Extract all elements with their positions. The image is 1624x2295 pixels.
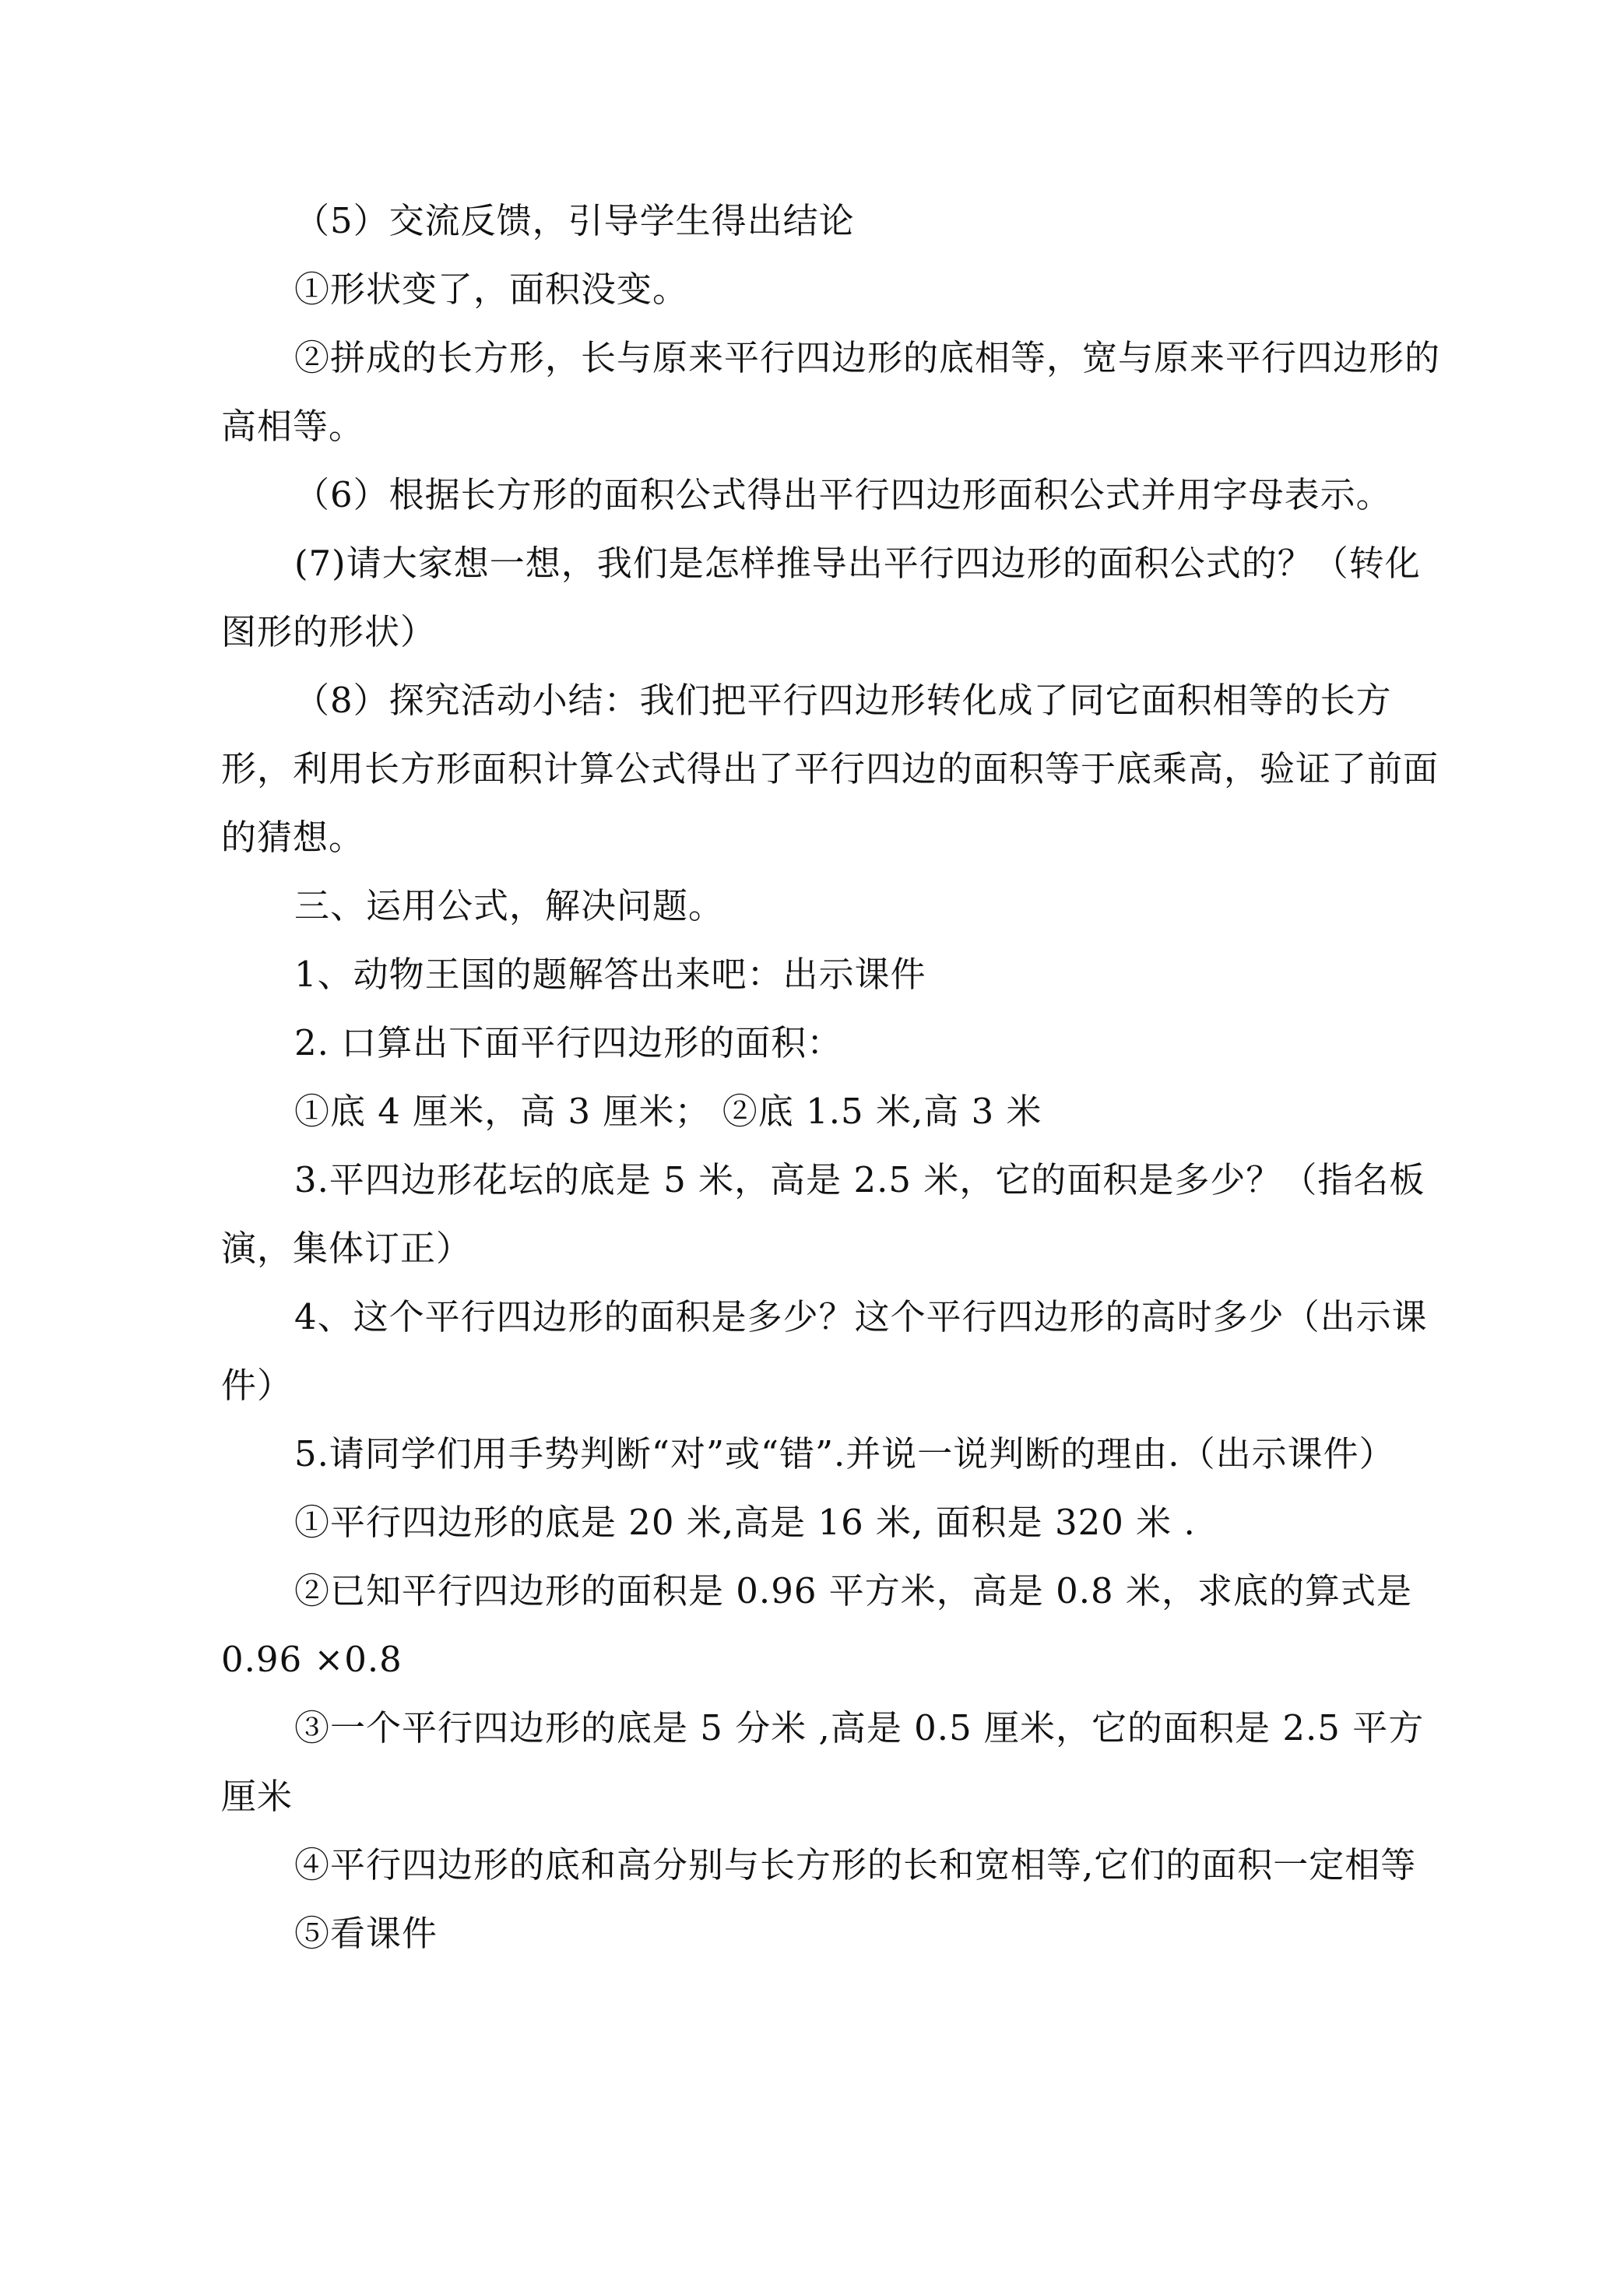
- judgement-item-3: ③一个平行四边形的底是 5 分米 ,高是 0.5 厘米，它的面积是 2.5 平方厘米: [221, 1707, 1425, 1817]
- exercise-2-items: ①底 4 厘米，高 3 厘米； ②底 1.5 米,高 3 米: [294, 1091, 1042, 1132]
- paragraph-shape-changed: ①形状变了，面积没变。: [294, 269, 689, 310]
- exercise-3: 3.平四边形花坛的底是 5 米，高是 2.5 米，它的面积是多少？（指名板演，集体订正）: [221, 1159, 1425, 1269]
- paragraph-exchange-feedback: （5）交流反馈，引导学生得出结论: [294, 200, 855, 241]
- section-heading-apply-formula: 三、运用公式，解决问题。: [294, 885, 725, 926]
- document-body: [221, 187, 1443, 1968]
- paragraph-think-question: (7)请大家想一想，我们是怎样推导出平行四边形的面积公式的？（转化图形的形状）: [221, 543, 1421, 652]
- exercise-1: 1、动物王国的题解答出来吧：出示课件: [294, 954, 926, 995]
- paragraph-area-formula: （6）根据长方形的面积公式得出平行四边形面积公式并用字母表示。: [294, 474, 1392, 515]
- judgement-item-5: ⑤看课件: [294, 1913, 438, 1954]
- exercise-5: 5.请同学们用手势判断“对”或“错”.并说一说判断的理由.（出示课件）: [294, 1433, 1395, 1474]
- judgement-item-2: ②已知平行四边形的面积是 0.96 平方米，高是 0.8 米，求底的算式是 0.96 ×0.8: [221, 1570, 1412, 1680]
- exercise-2: 2. 口算出下面平行四边形的面积：: [294, 1022, 843, 1063]
- judgement-item-4: ④平行四边形的底和高分别与长方形的长和宽相等,它们的面积一定相等: [294, 1844, 1417, 1886]
- judgement-item-1: ①平行四边形的底是 20 米,高是 16 米, 面积是 320 米 .: [294, 1502, 1196, 1543]
- exercise-4: 4、这个平行四边形的面积是多少？这个平行四边形的高时多少（出示课件）: [221, 1296, 1428, 1406]
- paragraph-activity-summary: （8）探究活动小结：我们把平行四边形转化成了同它面积相等的长方形，利用长方形面积计算公式得出了平行四边的面积等于底乘高，验证了前面的猜想。: [221, 680, 1439, 858]
- paragraph-rectangle-relation: ②拼成的长方形，长与原来平行四边形的底相等，宽与原来平行四边形的高相等。: [221, 337, 1441, 447]
